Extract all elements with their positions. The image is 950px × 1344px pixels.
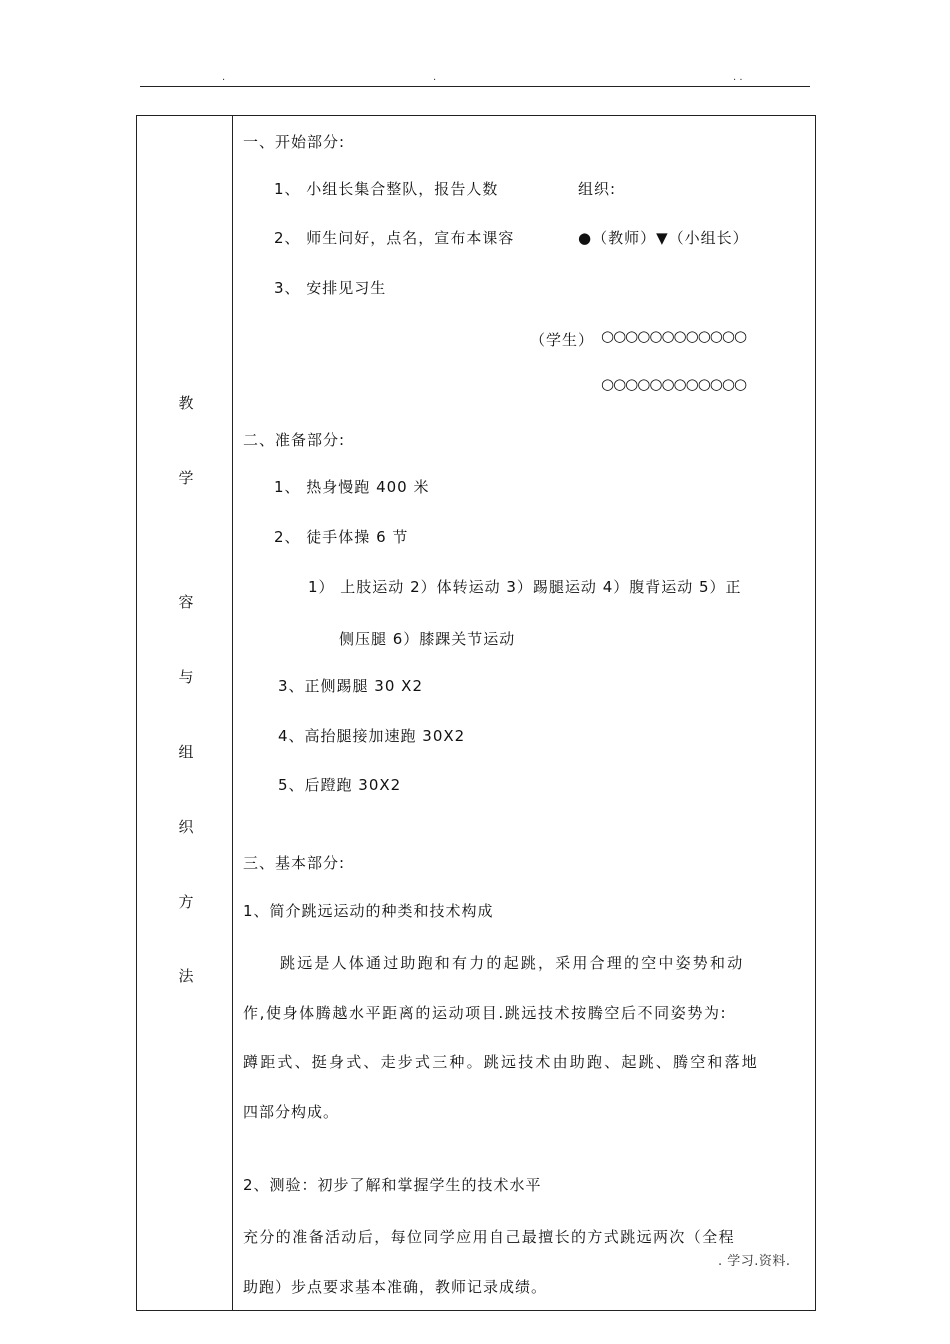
left-char: 容 (178, 593, 194, 611)
left-char: 法 (178, 967, 194, 985)
header-dot: . (433, 72, 437, 83)
list-item: 3、正侧踢腿 30 X2 (278, 677, 423, 695)
list-item: 1、 热身慢跑 400 米 (274, 478, 430, 496)
left-char: 组 (178, 743, 194, 761)
footer-note: . 学习.资料. (718, 1254, 791, 1269)
students-label: （学生） (530, 331, 595, 349)
list-item: 5、后蹬跑 30X2 (278, 776, 402, 794)
header-dot: . (222, 72, 226, 83)
sub-title: 2、测验：初步了解和掌握学生的技术水平 (243, 1176, 542, 1194)
left-char: 方 (178, 893, 194, 911)
section-heading: 一、开始部分: (243, 133, 346, 151)
sub-list-line: 侧压腿 6）膝踝关节运动 (339, 630, 516, 648)
column-divider (232, 115, 233, 1311)
section-heading: 三、基本部分: (243, 854, 346, 872)
left-char: 学 (178, 469, 194, 487)
list-item: 2、 师生问好，点名，宣布本课容 (274, 229, 515, 247)
sub-list-line: 1） 上肢运动 2）体转运动 3）踢腿运动 4）腹背运动 5）正 (308, 578, 742, 596)
formation-legend: ●（教师）▼（小组长） (578, 229, 749, 247)
sub-title: 1、简介跳远运动的种类和技术构成 (243, 902, 494, 920)
list-item: 1、 小组长集合整队，报告人数 (274, 180, 499, 198)
org-label: 组织: (578, 180, 617, 198)
paragraph-line: 作,使身体腾越水平距离的运动项目.跳远技术按腾空后不同姿势为: (243, 1004, 728, 1022)
header-rule (140, 86, 810, 87)
paragraph-line: 跳远是人体通过助跑和有力的起跳，采用合理的空中姿势和动 (280, 954, 745, 972)
list-item: 4、高抬腿接加速跑 30X2 (278, 727, 466, 745)
header-dot: . . (733, 72, 743, 83)
student-row: ○○○○○○○○○○○○ (601, 327, 747, 345)
student-row: ○○○○○○○○○○○○ (601, 375, 747, 393)
left-char: 与 (178, 668, 194, 686)
paragraph-line: 助跑）步点要求基本准确，教师记录成绩。 (243, 1278, 548, 1296)
lesson-table (136, 115, 816, 1311)
paragraph-line: 四部分构成。 (243, 1103, 340, 1121)
list-item: 2、 徒手体操 6 节 (274, 528, 409, 546)
left-char: 织 (178, 818, 194, 836)
paragraph-line: 充分的准备活动后，每位同学应用自己最擅长的方式跳远两次（全程 (243, 1228, 736, 1246)
section-heading: 二、准备部分: (243, 431, 346, 449)
paragraph-line: 蹲距式、挺身式、走步式三种。跳远技术由助跑、起跳、腾空和落地 (243, 1053, 760, 1071)
left-char: 教 (178, 394, 194, 412)
list-item: 3、 安排见习生 (274, 279, 387, 297)
